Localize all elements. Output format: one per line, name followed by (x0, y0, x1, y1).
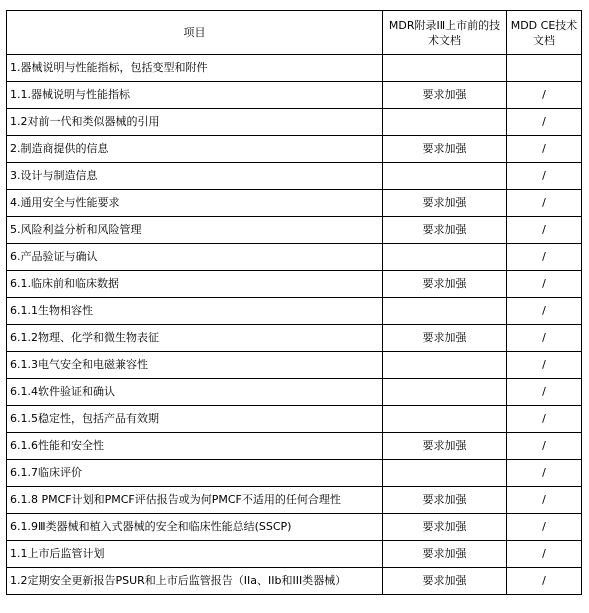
item-cell: 6.1.临床前和临床数据 (7, 271, 383, 298)
mdd-cell: / (507, 325, 582, 352)
table-row (7, 325, 582, 352)
mdd-cell: / (507, 514, 582, 541)
mdd-cell: / (507, 109, 582, 136)
mdr-cell (383, 163, 507, 190)
table-row (7, 217, 582, 244)
header-item: 项目 (7, 11, 383, 55)
item-cell: 6.1.4软件验证和确认 (7, 379, 383, 406)
table-row (7, 190, 582, 217)
mdd-cell: / (507, 163, 582, 190)
item-cell: 3.设计与制造信息 (7, 163, 383, 190)
mdd-cell: / (507, 460, 582, 487)
item-cell: 1.1上市后监管计划 (7, 541, 383, 568)
item-cell: 1.2定期安全更新报告PSUR和上市后监管报告（IIa、IIb和III类器械） (7, 568, 383, 595)
mdd-cell (507, 55, 582, 82)
mdr-cell (383, 55, 507, 82)
mdr-cell: 要求加强 (383, 487, 507, 514)
item-cell: 6.1.3电气安全和电磁兼容性 (7, 352, 383, 379)
mdr-cell: 要求加强 (383, 82, 507, 109)
table-row (7, 433, 582, 460)
mdd-cell: / (507, 568, 582, 595)
table-row (7, 298, 582, 325)
item-cell: 6.产品验证与确认 (7, 244, 383, 271)
table-row (7, 352, 582, 379)
item-cell: 6.1.7临床评价 (7, 460, 383, 487)
table-row (7, 109, 582, 136)
mdd-cell: / (507, 541, 582, 568)
mdr-cell (383, 406, 507, 433)
mdd-cell: / (507, 352, 582, 379)
mdd-cell: / (507, 190, 582, 217)
item-cell: 2.制造商提供的信息 (7, 136, 383, 163)
mdr-cell: 要求加强 (383, 325, 507, 352)
header-mdr-technical-documentation: MDR附录ⅠⅡ上市前的技术文档 (383, 11, 507, 55)
mdr-cell: 要求加强 (383, 514, 507, 541)
item-cell: 6.1.9Ⅲ类器械和植入式器械的安全和临床性能总结(SSCP) (7, 514, 383, 541)
mdd-cell: / (507, 136, 582, 163)
item-cell: 6.1.8 PMCF计划和PMCF评估报告或为何PMCF不适用的任何合理性 (7, 487, 383, 514)
mdd-cell: / (507, 433, 582, 460)
mdd-cell: / (507, 244, 582, 271)
table-row (7, 82, 582, 109)
item-cell: 6.1.5稳定性，包括产品有效期 (7, 406, 383, 433)
table-row (7, 379, 582, 406)
item-cell: 6.1.1生物相容性 (7, 298, 383, 325)
table-row (7, 244, 582, 271)
mdr-cell: 要求加强 (383, 568, 507, 595)
table-row (7, 514, 582, 541)
mdr-cell (383, 298, 507, 325)
mdr-cell (383, 244, 507, 271)
mdr-cell: 要求加强 (383, 136, 507, 163)
mdr-cell: 要求加强 (383, 271, 507, 298)
item-cell: 5.风险利益分析和风险管理 (7, 217, 383, 244)
mdr-cell: 要求加强 (383, 541, 507, 568)
mdr-cell: 要求加强 (383, 190, 507, 217)
item-cell: 1.2对前一代和类似器械的引用 (7, 109, 383, 136)
item-cell: 1.器械说明与性能指标，包括变型和附件 (7, 55, 383, 82)
mdd-cell: / (507, 271, 582, 298)
comparison-table (6, 10, 582, 595)
table-row (7, 271, 582, 298)
header-row (7, 11, 582, 55)
mdd-cell: / (507, 298, 582, 325)
mdd-cell: / (507, 487, 582, 514)
table-row (7, 55, 582, 82)
table-row (7, 406, 582, 433)
item-cell: 4.通用安全与性能要求 (7, 190, 383, 217)
mdr-cell (383, 379, 507, 406)
mdd-cell: / (507, 217, 582, 244)
item-cell: 1.1.器械说明与性能指标 (7, 82, 383, 109)
mdr-cell (383, 109, 507, 136)
table-row (7, 163, 582, 190)
item-cell: 6.1.6性能和安全性 (7, 433, 383, 460)
mdr-cell (383, 352, 507, 379)
mdd-cell: / (507, 379, 582, 406)
table-row (7, 136, 582, 163)
mdd-cell: / (507, 406, 582, 433)
header-mdd-ce-technical-documentation: MDD CE技术文档 (507, 11, 582, 55)
mdr-cell (383, 460, 507, 487)
mdr-cell: 要求加强 (383, 217, 507, 244)
table-row (7, 460, 582, 487)
mdr-cell: 要求加强 (383, 433, 507, 460)
table-row (7, 541, 582, 568)
item-cell: 6.1.2物理、化学和微生物表征 (7, 325, 383, 352)
table-row (7, 487, 582, 514)
table-body (7, 55, 582, 595)
table-row (7, 568, 582, 595)
mdd-cell: / (507, 82, 582, 109)
